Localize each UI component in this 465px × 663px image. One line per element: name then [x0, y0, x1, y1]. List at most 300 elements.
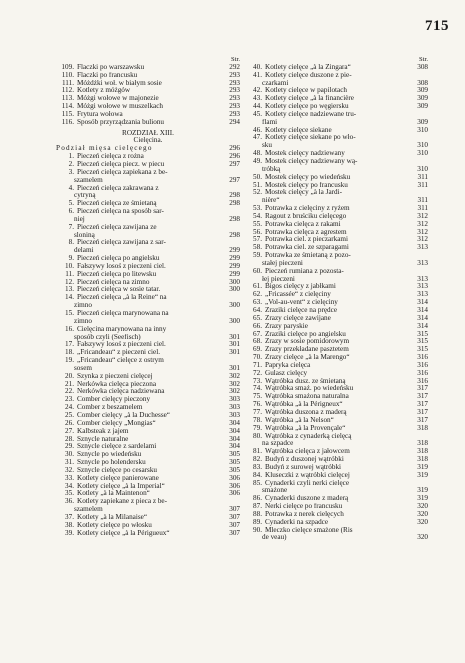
entry-page: 312 — [417, 227, 428, 236]
entry-page: 301 — [229, 363, 240, 372]
entry-title: szamelem — [74, 506, 103, 514]
index-entry — [244, 519, 428, 527]
index-entry — [244, 197, 428, 205]
entry-page: 303 — [229, 410, 240, 419]
entry-page: 292 — [229, 62, 240, 71]
index-entry — [56, 420, 240, 428]
index-entry — [56, 87, 240, 95]
entry-title: Kotlety „à la Maintenon“ — [77, 490, 150, 498]
entry-number: 10. — [65, 261, 74, 270]
index-entry — [244, 276, 428, 284]
entry-title: Pieczeń cielęca po angielsku — [77, 255, 160, 263]
entry-title: Wątróbka „à la Nelson“ — [265, 416, 334, 424]
index-entry — [56, 271, 240, 279]
entry-title: Nerkówka cielęca nadziewana — [77, 388, 165, 396]
entry-page: 313 — [417, 282, 428, 291]
entry-page: 309 — [417, 94, 428, 103]
entry-title: Sposób przyrządzania bulionu — [77, 118, 165, 126]
entry-number: 16. — [65, 324, 74, 333]
index-entry — [56, 404, 240, 412]
entry-title: Kotlety zapiekane z pieca z be- — [77, 498, 167, 506]
index-entry — [244, 480, 428, 488]
entry-page: 314 — [417, 313, 428, 322]
entry-title: Wątróbka „à la Périgneux“ — [265, 401, 343, 409]
entry-title: Zrazy cielęce zawijane — [265, 314, 331, 322]
entry-title: Kotlety „à la Milanaise“ — [77, 513, 148, 521]
index-entry — [56, 506, 240, 514]
index-entry — [56, 459, 240, 467]
entry-number: 66. — [253, 321, 262, 330]
index-entry — [244, 134, 428, 142]
index-entry — [56, 153, 240, 161]
index-entry — [56, 318, 240, 326]
entry-title: Kotlety cielęce panierowane — [77, 474, 159, 482]
entry-page: 310 — [417, 164, 428, 173]
entry-title: Bigos cielęcy z jabłkami — [265, 283, 336, 291]
entry-title: Mleczko cielęce smażone (Ris — [265, 526, 353, 534]
entry-page: 317 — [417, 400, 428, 409]
entry-number: 44. — [253, 102, 262, 111]
index-entry — [56, 357, 240, 365]
entry-title: nière“ — [262, 197, 280, 205]
entry-page: 294 — [229, 117, 240, 126]
entry-title: Potrawka cielęca z agrestem — [265, 228, 347, 236]
entry-number: 4. — [68, 183, 74, 192]
chapter-heading: ROZDZIAŁ XIII. — [122, 128, 174, 137]
entry-page: 303 — [229, 395, 240, 404]
entry-number: 81. — [253, 447, 262, 456]
entry-number: 88. — [253, 509, 262, 518]
index-entry — [56, 216, 240, 224]
entry-page: 312 — [417, 219, 428, 228]
index-entry — [244, 283, 428, 291]
index-entry — [244, 189, 428, 197]
entry-page: 306 — [229, 481, 240, 490]
index-entry — [244, 252, 428, 260]
entry-page: 317 — [417, 384, 428, 393]
entry-page: 311 — [417, 180, 428, 189]
section-heading-row — [56, 145, 240, 153]
index-entry — [56, 302, 240, 310]
index-entry — [244, 409, 428, 417]
index-entry — [244, 291, 428, 299]
index-entry — [244, 417, 428, 425]
entry-page: 305 — [229, 450, 240, 459]
entry-page: 319 — [417, 494, 428, 503]
entry-title: Sznycle cielęce po cesarsku — [77, 466, 158, 474]
entry-number: 60. — [253, 266, 262, 275]
entry-page: 319 — [417, 486, 428, 495]
entry-number: 112. — [61, 86, 74, 95]
entry-number: 3. — [68, 167, 74, 176]
entry-number: 46. — [253, 125, 262, 134]
entry-number: 22. — [65, 387, 74, 396]
entry-page: 306 — [229, 489, 240, 498]
entry-number: 24. — [65, 403, 74, 412]
entry-page: 302 — [229, 371, 240, 380]
index-entry — [56, 498, 240, 506]
entry-title: czarkami — [262, 79, 289, 87]
entry-title: Kotlety cielęce nadziewane tru- — [265, 110, 357, 118]
index-column-left — [56, 56, 240, 537]
entry-page: 307 — [229, 505, 240, 514]
entry-title: Cynaderki czyli nerki cielęce — [265, 479, 350, 487]
entry-number: 9. — [68, 254, 74, 263]
index-entry — [56, 192, 240, 200]
index-entry — [56, 247, 240, 255]
entry-page: 309 — [417, 86, 428, 95]
entry-title: Pieczeń cielęca piecz. w piecu — [77, 160, 165, 168]
index-entry — [244, 315, 428, 323]
index-entry — [56, 522, 240, 530]
entry-number: 20. — [65, 371, 74, 380]
entry-page: 298 — [229, 191, 240, 200]
entry-title: „Fricandeau“ cielęce z ostrym — [77, 357, 164, 365]
entry-number: 52. — [253, 188, 262, 197]
entry-page: 299 — [229, 254, 240, 263]
entry-title: Kotlety cielęce „à la financière — [265, 95, 354, 103]
index-entry — [244, 487, 428, 495]
index-entry — [244, 142, 428, 150]
entry-number: 63. — [253, 298, 262, 307]
entry-number: 84. — [253, 470, 262, 479]
entry-title: Ragout z bruściku cielęcego — [265, 212, 347, 220]
entry-title: Pieczeń cielęca marynowana na — [77, 310, 169, 317]
index-entry — [244, 244, 428, 252]
entry-title: Kotlety cielęce w papilotach — [265, 87, 348, 95]
entry-number: 32. — [65, 465, 74, 474]
entry-number: 65. — [253, 313, 262, 322]
entry-number: 73. — [253, 376, 262, 385]
index-entry — [244, 158, 428, 166]
entry-title: Potrawka ciel. z pieczarkami — [265, 236, 349, 244]
entry-number: 27. — [65, 426, 74, 435]
entry-number: 111. — [61, 78, 74, 87]
entry-number: 31. — [65, 458, 74, 467]
entry-title: Kluseczki z wątróbki cielęcej — [265, 471, 350, 479]
entry-number: 18. — [65, 348, 74, 357]
entry-page: 315 — [417, 337, 428, 346]
index-entry — [244, 425, 428, 433]
entry-page: 300 — [229, 301, 240, 310]
page-number: 715 — [425, 18, 449, 34]
index-entry — [244, 103, 428, 111]
entry-page: 293 — [229, 78, 240, 87]
entry-page: 308 — [417, 62, 428, 71]
entry-number: 57. — [253, 235, 262, 244]
entry-title: Pieczeń rumiana z pozosta- — [265, 267, 344, 275]
entry-number: 28. — [65, 434, 74, 443]
index-entry — [56, 396, 240, 404]
entry-title: smażone — [262, 487, 288, 495]
index-entry — [244, 362, 428, 370]
entry-number: 67. — [253, 329, 262, 338]
entry-number: 17. — [65, 340, 74, 349]
entry-page: 298 — [229, 214, 240, 223]
entry-title: Pieczeń cielęca zawijana ze — [77, 223, 157, 231]
index-column-right — [244, 56, 428, 542]
index-entry — [244, 221, 428, 229]
index-entry — [56, 443, 240, 451]
entry-page: 302 — [229, 379, 240, 388]
entry-number: 7. — [68, 222, 74, 231]
index-entry — [56, 451, 240, 459]
entry-page: 297 — [229, 175, 240, 184]
entry-number: 68. — [253, 337, 262, 346]
entry-page: 302 — [229, 387, 240, 396]
index-entry — [244, 346, 428, 354]
entry-title: stałej pieczeni — [262, 259, 303, 267]
entry-number: 21. — [65, 379, 74, 388]
index-entry — [244, 456, 428, 464]
entry-number: 109. — [61, 62, 74, 71]
entry-page: 315 — [417, 345, 428, 354]
entry-number: 1. — [68, 152, 74, 161]
index-entry — [244, 72, 428, 80]
entry-title: łej pieczeni — [262, 275, 295, 283]
entry-title: niej — [74, 215, 85, 223]
entry-number: 47. — [253, 133, 262, 142]
entry-number: 110. — [61, 70, 74, 79]
entry-page: 320 — [417, 509, 428, 518]
page-column-header: Str. — [419, 56, 428, 63]
index-entry — [56, 255, 240, 263]
index-entry — [244, 119, 428, 127]
index-entry — [56, 310, 240, 318]
index-entry — [56, 349, 240, 357]
entry-page: 311 — [417, 204, 428, 213]
entry-title: Pieczeń cielęca na sposób sar- — [77, 208, 164, 216]
index-entry — [56, 103, 240, 111]
entry-page: 319 — [417, 470, 428, 479]
entry-page: 313 — [417, 290, 428, 299]
entry-page: 317 — [417, 407, 428, 416]
entry-title: Zraziki cielęce po angielsku — [265, 330, 346, 338]
entry-number: 5. — [68, 199, 74, 208]
entry-title: Kotlety cielęce po węgiersku — [265, 103, 349, 111]
entry-title: Cynaderki na szpadce — [265, 518, 329, 526]
entry-title: Wątróbka z cynaderką cielęcą — [265, 432, 352, 440]
entry-title: Pieczeń cielęca zawijana z sar- — [77, 239, 166, 247]
index-entry — [56, 428, 240, 436]
entry-number: 2. — [68, 159, 74, 168]
entry-number: 37. — [65, 512, 74, 521]
entry-title: Kotlety cielęce po włosku — [77, 521, 152, 529]
entry-number: 12. — [65, 277, 74, 286]
entry-number: 72. — [253, 368, 262, 377]
entry-page: 318 — [417, 423, 428, 432]
index-entry — [56, 530, 240, 538]
index-entry — [244, 182, 428, 190]
index-entry — [56, 239, 240, 247]
entry-number: 45. — [253, 109, 262, 118]
entry-title: Sznycle po holendersku — [77, 459, 146, 467]
section-title: Podział mięsa cielęcego — [56, 145, 153, 153]
entry-number: 50. — [253, 172, 262, 181]
entry-number: 76. — [253, 400, 262, 409]
entry-title: flami — [262, 118, 278, 126]
entry-title: de veau) — [262, 534, 287, 542]
entry-title: Mostek cielęcy po francusku — [265, 181, 348, 189]
entry-page: 293 — [229, 70, 240, 79]
entry-number: 69. — [253, 345, 262, 354]
entry-number: 116. — [61, 117, 74, 126]
entry-page: 314 — [417, 321, 428, 330]
index-entry — [244, 205, 428, 213]
entry-number: 25. — [65, 410, 74, 419]
entry-page: 300 — [229, 277, 240, 286]
entry-number: 75. — [253, 392, 262, 401]
entry-number: 30. — [65, 450, 74, 459]
entry-title: sosem — [74, 364, 92, 372]
entry-number: 59. — [253, 251, 262, 260]
entry-title: Kotlety cielęce „à la Périgueux“ — [77, 529, 170, 537]
entry-title: na szpadce — [262, 440, 294, 448]
entry-number: 58. — [253, 243, 262, 252]
entry-number: 41. — [253, 70, 262, 79]
entry-number: 71. — [253, 360, 262, 369]
entry-page: 309 — [417, 102, 428, 111]
entry-title: Nerki cielęce po francusku — [265, 503, 343, 511]
entry-title: Sznycle po wiedeńsku — [77, 451, 142, 459]
index-entry — [244, 527, 428, 535]
entry-number: 36. — [65, 497, 74, 506]
index-entry — [56, 483, 240, 491]
index-entry — [244, 385, 428, 393]
entry-title: sposób czyli (Seefisch) — [74, 333, 141, 341]
entry-page: 304 — [229, 426, 240, 435]
entry-title: Flaczki po warszawsku — [77, 63, 145, 71]
index-entry — [56, 373, 240, 381]
entry-title: Zrazy przekładane pasztetem — [265, 346, 349, 354]
entry-number: 80. — [253, 431, 262, 440]
entry-page: 317 — [417, 415, 428, 424]
index-entry — [244, 534, 428, 542]
entry-page: 309 — [417, 117, 428, 126]
entry-title: Potrawka ze śmietaną z pozo- — [265, 252, 351, 260]
entry-title: Kotlety cielęce duszone z pie- — [265, 71, 352, 79]
entry-title: Kalbsteak z jajem — [77, 427, 129, 435]
chapter-subtitle: Cielęcina. — [133, 136, 163, 145]
entry-title: Comber cielęcy pieczony — [77, 396, 151, 404]
section-page: 296 — [229, 144, 240, 153]
entry-page: 315 — [417, 329, 428, 338]
entry-title: Comber cielęcy „Mongias“ — [77, 419, 156, 427]
entry-title: Pieczeń cielęca z rożna — [77, 153, 144, 161]
entry-title: Fałszywy losoś z pieczeni ciel. — [77, 341, 166, 349]
index-entry — [244, 433, 428, 441]
entry-number: 8. — [68, 238, 74, 247]
entry-title: Flaczki po francusku — [77, 71, 138, 79]
entry-number: 49. — [253, 156, 262, 165]
entry-list-veal — [56, 153, 240, 537]
entry-page: 312 — [417, 211, 428, 220]
entry-number: 38. — [65, 520, 74, 529]
entry-number: 19. — [65, 356, 74, 365]
index-entry — [56, 80, 240, 88]
entry-number: 34. — [65, 481, 74, 490]
entry-title: Mostek cielęcy po wiedeńsku — [265, 173, 351, 181]
index-entry — [244, 464, 428, 472]
entry-title: Budyń z duszonej wątróbki — [265, 456, 344, 464]
entry-title: Mostek cielęcy „à la Jardi- — [265, 189, 343, 197]
index-entry — [244, 323, 428, 331]
index-entry — [56, 514, 240, 522]
entry-title: Gulasz cielęcy — [265, 369, 308, 377]
entry-page: 318 — [417, 439, 428, 448]
index-entry — [244, 511, 428, 519]
entry-title: Wątróbka dusz. ze śmietaną — [265, 377, 346, 385]
index-entry — [244, 307, 428, 315]
entry-number: 13. — [65, 285, 74, 294]
index-entry — [244, 95, 428, 103]
index-entry — [56, 224, 240, 232]
index-entry — [244, 213, 428, 221]
entry-number: 33. — [65, 473, 74, 482]
index-entry — [244, 127, 428, 135]
index-entry — [56, 381, 240, 389]
entry-title: Cynaderki duszone z maderą — [265, 495, 349, 503]
entry-page: 316 — [417, 368, 428, 377]
entry-number: 62. — [253, 290, 262, 299]
entry-title: Mostek cielęcy nadziewany — [265, 150, 345, 158]
entry-page: 318 — [417, 455, 428, 464]
entry-list-veal-cont — [244, 64, 428, 542]
entry-page: 316 — [417, 360, 428, 369]
index-entry — [56, 365, 240, 373]
entry-title: Pieczeń cielęca ze śmietaną — [77, 200, 157, 208]
entry-title: Budyń z surowej wątróbki — [265, 463, 342, 471]
index-entry — [56, 169, 240, 177]
entry-page: 314 — [417, 306, 428, 314]
entry-number: 83. — [253, 462, 262, 471]
entry-title: Comber cielęcy „à la Duchesse“ — [77, 411, 170, 419]
entry-page: 310 — [417, 125, 428, 134]
entry-number: 70. — [253, 353, 262, 362]
entry-title: Kotlety cielęce siekane po wło- — [265, 134, 356, 142]
entry-title: Móżdżki woł. w białym sosie — [77, 79, 162, 87]
entry-number: 90. — [253, 525, 262, 534]
entry-title: Mostek cielęcy nadziewany wą- — [265, 157, 358, 165]
entry-number: 15. — [65, 309, 74, 317]
entry-page: 314 — [417, 298, 428, 307]
entry-page: 313 — [417, 274, 428, 283]
entry-page: 304 — [229, 418, 240, 427]
entry-title: Fałszywy losoś z pieczeni ciel. — [77, 262, 166, 270]
entry-title: Sznycle cielęce z sardelami — [77, 443, 157, 451]
entry-page: 304 — [229, 442, 240, 451]
index-entry — [244, 440, 428, 448]
index-entry — [244, 80, 428, 88]
entry-number: 53. — [253, 204, 262, 213]
entry-title: Pieczeń cielęca zapiekana z be- — [77, 168, 168, 176]
entry-title: szamelem — [74, 176, 103, 184]
entry-number: 114. — [61, 102, 74, 111]
entry-number: 14. — [65, 293, 74, 302]
entry-page: 318 — [417, 447, 428, 456]
entry-number: 77. — [253, 407, 262, 416]
entry-number: 86. — [253, 494, 262, 503]
entry-number: 61. — [253, 282, 262, 291]
entry-page: 293 — [229, 102, 240, 111]
entry-title: Potrawka z nerek cielęcych — [265, 510, 344, 518]
entry-title: Zrazy cielęce „à la Marengo“ — [265, 354, 350, 362]
index-entry — [56, 334, 240, 342]
entry-title: Wątróbka duszona z maderą — [265, 408, 347, 416]
entry-title: delami — [74, 247, 94, 255]
entry-title: Wątróbka cielęca z jałowcem — [265, 448, 350, 456]
entry-page: 305 — [229, 465, 240, 474]
